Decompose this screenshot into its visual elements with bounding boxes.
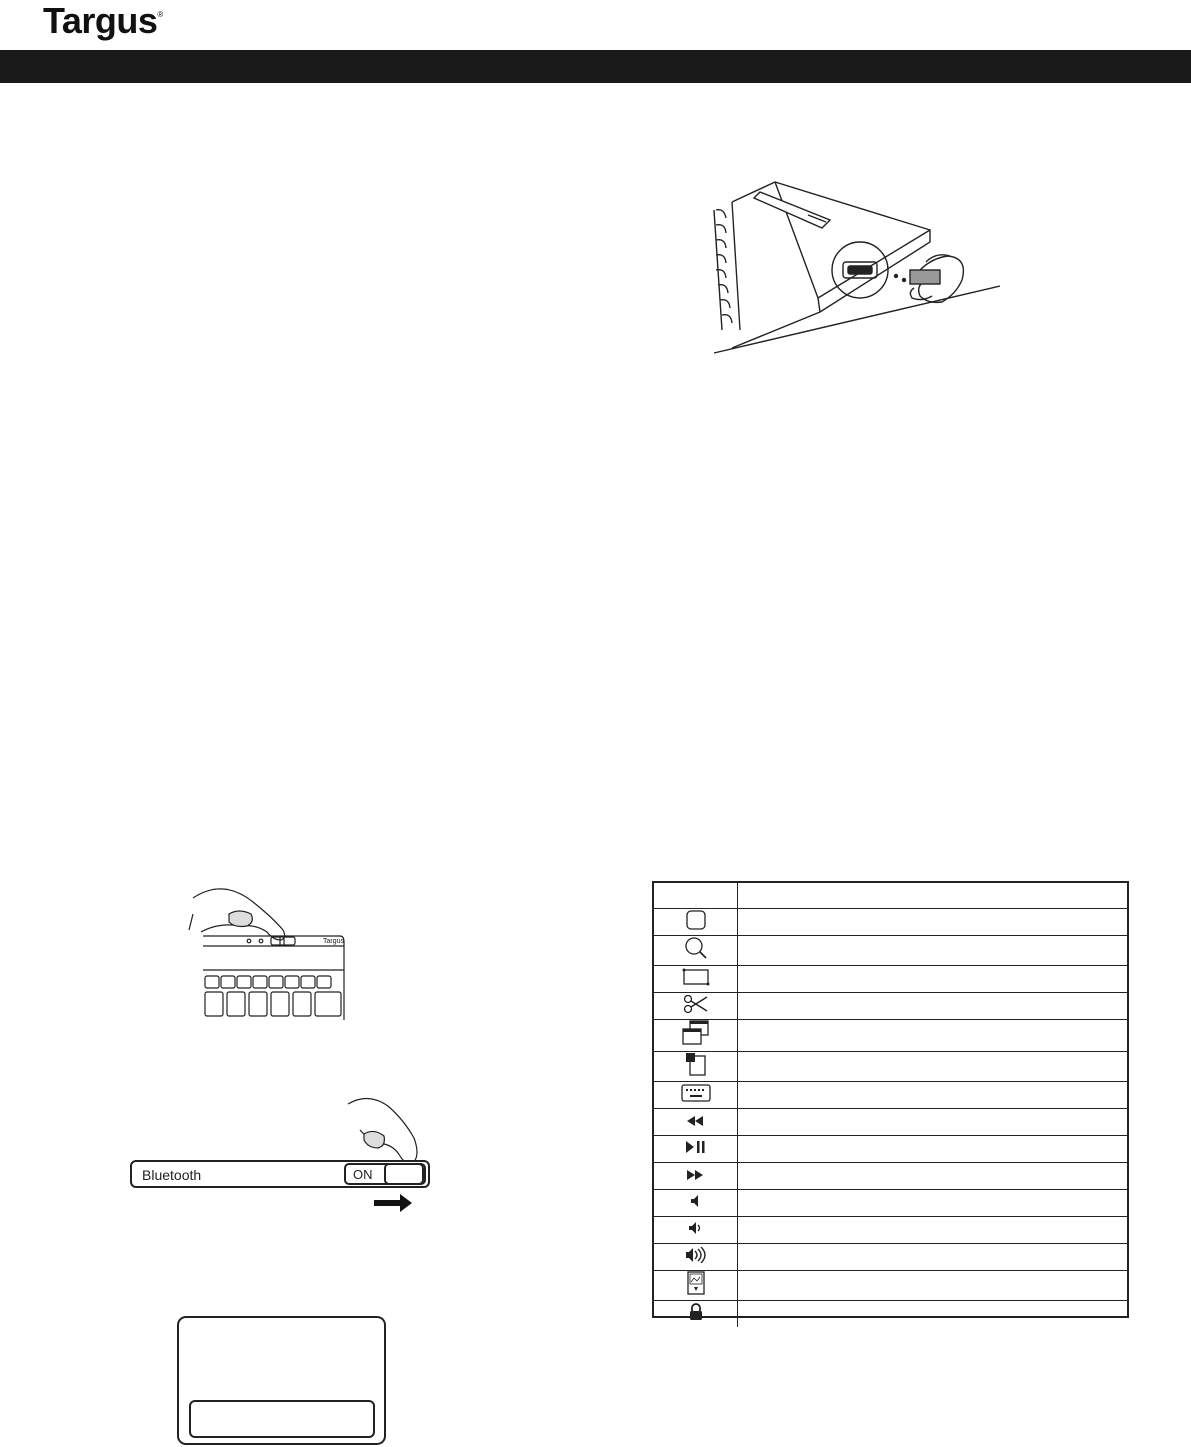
table-row	[654, 966, 1127, 993]
table-row	[654, 936, 1127, 966]
arrow-right-icon	[374, 1194, 414, 1212]
table-row	[654, 1163, 1127, 1190]
registered-mark: ®	[157, 10, 163, 19]
table-row	[654, 1217, 1127, 1244]
header-icon-cell	[654, 883, 738, 909]
cut-icon	[683, 994, 709, 1019]
function-description	[738, 1217, 1128, 1244]
function-description	[738, 1136, 1128, 1163]
function-description	[738, 993, 1128, 1020]
function-description	[738, 1052, 1128, 1082]
dialog-button-outline	[189, 1400, 375, 1438]
previous-track-icon	[687, 1113, 705, 1131]
table-row	[654, 1082, 1127, 1109]
mute-icon	[691, 1194, 701, 1212]
function-description	[738, 1163, 1128, 1190]
volume-down-icon	[689, 1221, 703, 1239]
select-all-icon	[682, 968, 710, 991]
table-row	[654, 1190, 1127, 1217]
header-description-cell	[738, 883, 1128, 909]
table-row	[654, 1244, 1127, 1271]
function-key-table	[652, 881, 1129, 1318]
function-description	[738, 1082, 1128, 1109]
header-bar	[0, 50, 1191, 83]
next-track-icon	[687, 1167, 705, 1185]
lock-icon	[689, 1303, 703, 1326]
table-row	[654, 1109, 1127, 1136]
targus-logo	[43, 0, 163, 42]
table-row	[654, 1052, 1127, 1082]
svg-text:Targus: Targus	[323, 938, 345, 945]
table-row	[654, 909, 1127, 936]
function-description	[738, 1109, 1128, 1136]
table-row	[654, 993, 1127, 1020]
bluetooth-toggle-knob	[384, 1163, 424, 1185]
bluetooth-toggle	[344, 1163, 426, 1185]
function-description	[738, 1190, 1128, 1217]
home-key-icon	[686, 910, 706, 935]
function-description	[738, 909, 1128, 936]
volume-up-icon	[686, 1247, 706, 1268]
table-header-row	[654, 883, 1127, 909]
paste-icon	[685, 1052, 707, 1081]
bluetooth-label: Bluetooth	[142, 1167, 202, 1183]
copy-icon	[682, 1020, 710, 1051]
bluetooth-setting-illustration	[128, 1090, 438, 1220]
play-pause-icon	[686, 1140, 706, 1158]
function-description	[738, 1271, 1128, 1301]
bluetooth-settings-row	[130, 1160, 430, 1188]
function-description	[738, 936, 1128, 966]
function-description	[738, 1244, 1128, 1271]
function-description	[738, 966, 1128, 993]
function-description	[738, 1301, 1128, 1328]
function-description	[738, 1020, 1128, 1052]
virtual-keyboard-icon	[681, 1084, 711, 1107]
search-icon	[684, 936, 708, 965]
slideshow-icon	[687, 1271, 705, 1300]
pairing-dialog-illustration	[177, 1316, 386, 1445]
keyboard-usb-port-illustration	[700, 170, 1000, 360]
table-row	[654, 1271, 1127, 1301]
table-row	[654, 1136, 1127, 1163]
table-row	[654, 1301, 1127, 1328]
bluetooth-toggle-state: ON	[353, 1167, 373, 1182]
keyboard-power-switch-illustration	[185, 880, 355, 1020]
logo-text: Targus	[43, 0, 158, 41]
table-row	[654, 1020, 1127, 1052]
